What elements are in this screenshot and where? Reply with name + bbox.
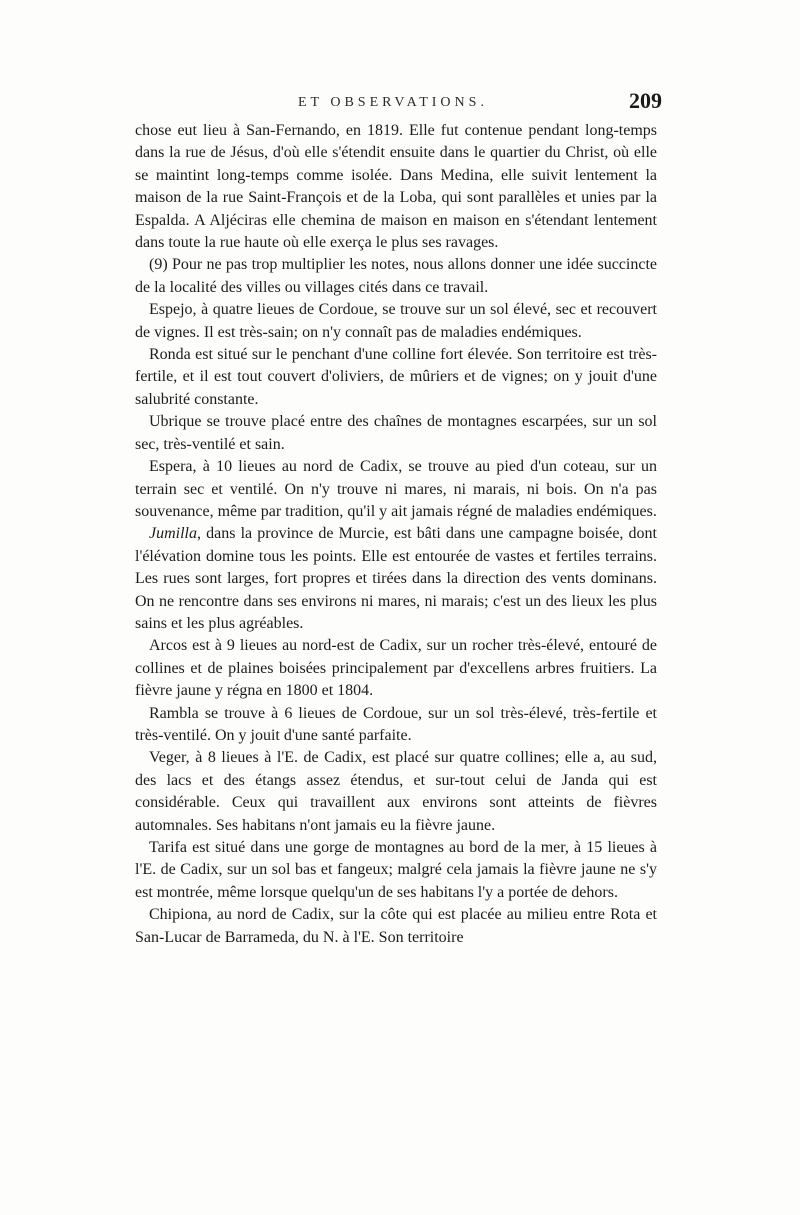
paragraph-chipiona: Chipiona, au nord de Cadix, sur la côte qui est placée au milieu entre Rota et San-Lucar de Barrameda, du N. à l'E. Son territoire [135,906,657,946]
place-name-jumilla: Jumilla [149,525,197,543]
paragraph-jumilla-text: , dans la province de Murcie, est bâti dans une campagne boisée, dont l'élévation domine tous les points. Elle est entourée de vastes et fertiles terrains. Les rues sont larges, fort propres et tirées dans la direction des vents dominans. On ne rencontre dans ses environs ni mares, ni marais; c'est un des lieux les plus sains et les plus agréables. [135,525,657,632]
paragraph-ubrique: Ubrique se trouve placé entre des chaînes de montagnes escarpées, sur un sol sec, très-ventilé et sain. [135,413,657,453]
paragraph-veger: Veger, à 8 lieues à l'E. de Cadix, est placé sur quatre collines; elle a, au sud, des lacs et des étangs assez étendus, et sur-tout celui de Janda qui est considérable. Ceux qui travaillent aux environs sont atteints de fièvres automnales. Ses habitans n'ont jamais eu la fièvre jaune. [135,749,657,834]
paragraph-rambla: Rambla se trouve à 6 lieues de Cordoue, sur un sol très-élevé, très-fertile et très-ventilé. On y jouit d'une santé parfaite. [135,704,657,744]
paragraph-continuation: chose eut lieu à San-Fernando, en 1819. Elle fut contenue pendant long-temps dans la rue de Jésus, d'où elle s'étendit ensuite dans le quartier du Christ, où elle se maintint long-temps comme isolée. Dans Medina, elle suivit lentement la maison de la rue Saint-François et de la Loba, qui sont parallèles et unies par la Espalda. A Aljéciras elle chemina de maison en maison en s'étendant lentement dans toute la rue haute où elle exerça le plus ses ravages. [135,122,657,252]
paragraph-tarifa: Tarifa est situé dans une gorge de montagnes au bord de la mer, à 15 lieues à l'E. de Cadix, sur un sol bas et fangeux; malgré cela jamais la fièvre jaune ne s'y est montrée, même lorsque quelqu'un de ses habitans l'y a portée de dehors. [135,839,657,901]
paragraph-ronda: Ronda est situé sur le penchant d'une colline fort élevée. Son territoire est très-fertile, et il est tout couvert d'oliviers, de mûriers et de vignes; on y jouit d'une salubrité constante. [135,346,657,408]
running-title: ET OBSERVATIONS. [298,95,488,110]
body-text [135,120,657,949]
paragraph-note-9: (9) Pour ne pas trop multiplier les notes, nous allons donner une idée succincte de la localité des villes ou villages cités dans ce travail. [135,256,657,296]
paragraph-arcos: Arcos est à 9 lieues au nord-est de Cadix, sur un rocher très-élevé, entouré de collines et de plaines boisées principalement par d'excellens arbres fruitiers. La fièvre jaune y régna en 1800 et 1804. [135,637,657,700]
page-header [140,88,662,118]
paragraph-jumilla [135,523,657,635]
paragraph-espera: Espera, à 10 lieues au nord de Cadix, se trouve au pied d'un coteau, sur un terrain sec et ventilé. On n'y trouve ni mares, ni marais, ni bois. On n'a pas souvenance, même par tradition, qu'il y ait jamais régné de maladies endémiques. [135,458,657,520]
paragraph-espejo: Espejo, à quatre lieues de Cordoue, se trouve sur un sol élevé, sec et recouvert de vignes. Il est très-sain; on n'y connaît pas de maladies endémiques. [135,301,657,341]
page-number: 209 [629,88,662,113]
